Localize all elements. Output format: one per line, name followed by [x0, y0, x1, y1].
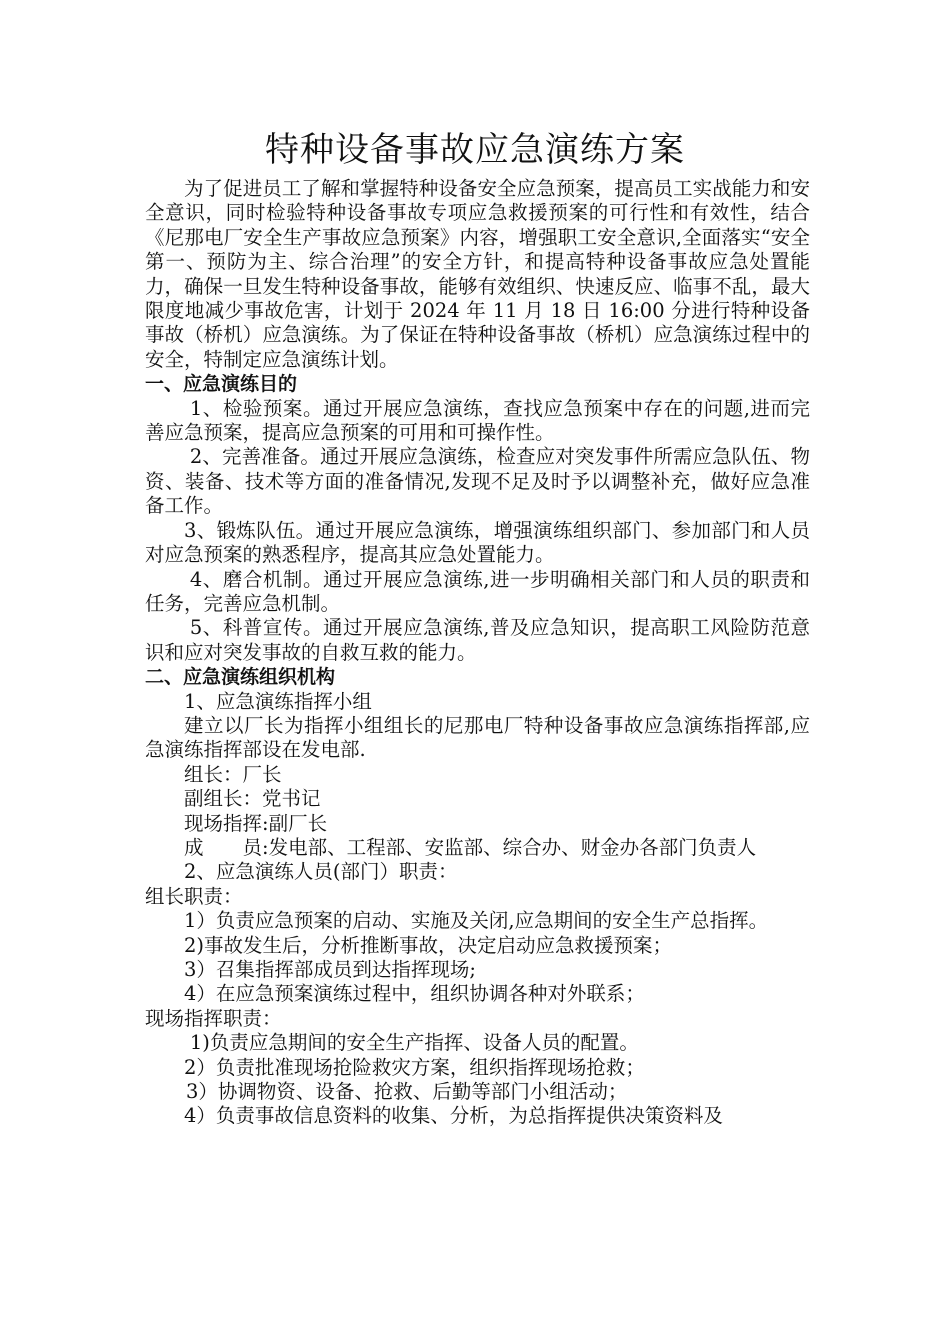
field-duties-title: 现场指挥职责： [145, 1006, 282, 1030]
field-duty-item: 4）负责事故信息资料的收集、分析，为总指挥提供决策资料及 [184, 1104, 723, 1128]
section-heading-purpose: 一、应急演练目的 [145, 373, 298, 396]
subheading-duties: 2、应急演练人员(部门）职责： [184, 860, 458, 884]
purpose-item: 1、检验预案。通过开展应急演练，查找应急预案中存在的问题,进而完善应急预案，提高应急预案的可用和可操作性。 [145, 396, 810, 445]
members-line: 成 员:发电部、工程部、安监部、综合办、财金办各部门负责人 [184, 835, 757, 859]
command-group-paragraph: 建立以厂长为指挥小组组长的尼那电厂特种设备事故应急演练指挥部,应急演练指挥部设在发电部. [145, 713, 810, 762]
field-duty-item: 2）负责批准现场抢险救灾方案，组织指挥现场抢救； [184, 1055, 645, 1079]
field-duty-item: 1)负责应急期间的安全生产指挥、设备人员的配置。 [189, 1031, 639, 1055]
document-body [145, 177, 810, 1129]
purpose-item: 4、磨合机制。通过开展应急演练,进一步明确相关部门和人员的职责和任务，完善应急机制。 [145, 567, 810, 615]
leader-duty-item: 4）在应急预案演练过程中，组织协调各种对外联系； [184, 982, 645, 1006]
purpose-item: 5、科普宣传。通过开展应急演练,普及应急知识，提高职工风险防范意识和应对突发事故的自救互救的能力。 [145, 616, 810, 664]
purpose-item: 3、锻炼队伍。通过开展应急演练，增强演练组织部门、参加部门和人员对应急预案的熟悉程序，提高其应急处置能力。 [145, 518, 810, 567]
leader-duty-item: 3）召集指挥部成员到达指挥现场; [184, 958, 476, 981]
field-commander-line: 现场指挥:副厂长 [184, 811, 328, 835]
leader-duty-item: 1）负责应急预案的启动、实施及关闭,应急期间的安全生产总指挥。 [184, 909, 769, 933]
leader-duty-item: 2)事故发生后，分析推断事故，决定启动应急救援预案； [184, 933, 673, 957]
intro-paragraph: 为了促进员工了解和掌握特种设备安全应急预案，提高员工实战能力和安全意识，同时检验特种设备事故专项应急救援预案的可行性和有效性，结合《尼那电厂安全生产事故应急预案》内容，增强职工安全意识,全面落实“安全第一、预防为主、综合治理”的安全方针，和提高特种设备事故应急处置能力，确保一旦发生特种设备事故，能够有效组织、快速反应、临事不乱，最大限度地减少事故危害，计划于 2024 年 11 月 18 日 16:00 分进行特种设备事故（桥机）应急演练。为了保证在特种设备事故（桥机）应急演练过程中的安全，特制定应急演练计划。 [145, 177, 810, 371]
document-title: 特种设备事故应急演练方案 [265, 130, 685, 170]
field-duty-item: 3）协调物资、设备、抢救、后勤等部门小组活动； [185, 1080, 628, 1104]
subheading-command-group: 1、应急演练指挥小组 [184, 689, 372, 713]
deputy-leader-line: 副组长：党书记 [184, 787, 321, 811]
group-leader-line: 组长：厂长 [184, 762, 282, 786]
section-heading-organization: 二、应急演练组织机构 [145, 666, 336, 689]
leader-duties-title: 组长职责： [145, 884, 243, 908]
purpose-item: 2、完善准备。通过开展应急演练，检查应对突发事件所需应急队伍、物资、装备、技术等方面的准备情况,发现不足及时予以调整补充，做好应急准备工作。 [145, 445, 810, 518]
